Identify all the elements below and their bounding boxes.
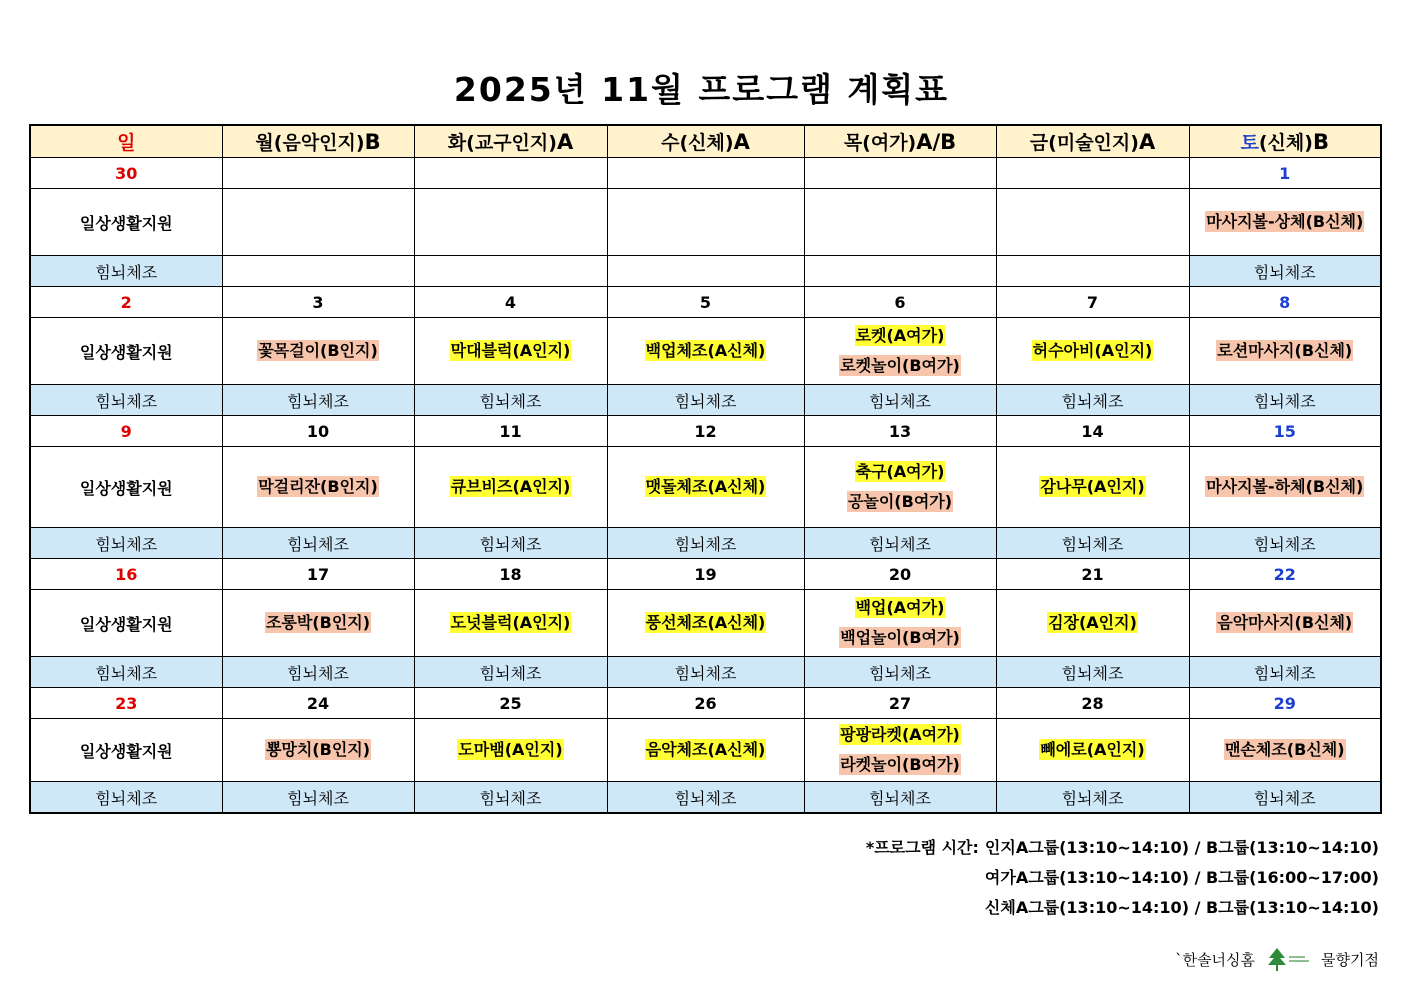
program-name: 막대블럭(A인지) xyxy=(450,341,571,360)
program-cell xyxy=(804,447,996,528)
brain-exercise-label: 힘뇌체조 xyxy=(674,788,737,808)
weekday-program: (신체) xyxy=(1258,132,1313,154)
date-row xyxy=(30,158,1381,189)
program-cell xyxy=(1189,590,1381,657)
brain-exercise-row xyxy=(30,385,1381,416)
program-row xyxy=(30,719,1381,782)
date-cell xyxy=(804,287,996,318)
date-number: 27 xyxy=(888,693,912,713)
brain-exercise-cell xyxy=(804,256,996,287)
tree-logo-icon xyxy=(1265,946,1311,972)
brain-exercise-cell xyxy=(1189,528,1381,559)
weekday-program: 화(교구인지) xyxy=(447,132,557,154)
program-line xyxy=(805,623,996,653)
brain-exercise-cell xyxy=(1189,657,1381,688)
date-cell xyxy=(607,416,804,447)
notes-line: 인지A그룹(13:10~14:10) / B그룹(13:10~14:10) xyxy=(984,838,1379,857)
brain-exercise-label: 힘뇌체조 xyxy=(674,663,737,683)
date-number: 28 xyxy=(1081,693,1104,713)
brain-exercise-cell xyxy=(222,385,414,416)
date-number: 21 xyxy=(1081,564,1104,584)
program-name: 라켓놀이(B여가) xyxy=(840,755,960,774)
date-number: 22 xyxy=(1273,564,1296,584)
brain-exercise-row xyxy=(30,528,1381,559)
brain-exercise-cell xyxy=(30,657,222,688)
brain-exercise-cell xyxy=(222,256,414,287)
brain-exercise-cell xyxy=(996,385,1189,416)
date-number: 26 xyxy=(694,693,717,713)
brain-exercise-cell xyxy=(804,782,996,814)
program-cell xyxy=(30,318,222,385)
program-line xyxy=(608,336,804,366)
brain-exercise-label: 힘뇌체조 xyxy=(869,663,931,683)
brain-exercise-label: 힘뇌체조 xyxy=(479,534,542,554)
daily-support-label: 일상생활지원 xyxy=(79,614,173,634)
brain-exercise-label: 힘뇌체조 xyxy=(869,534,931,554)
date-cell xyxy=(222,416,414,447)
footer xyxy=(1175,946,1379,972)
date-cell xyxy=(996,158,1189,189)
weekday-name: 토 xyxy=(1240,132,1259,154)
program-line xyxy=(1190,735,1381,765)
date-cell xyxy=(414,559,607,590)
program-line xyxy=(805,321,996,351)
weekday-program: 수(신체) xyxy=(661,132,734,154)
date-number: 12 xyxy=(694,421,717,441)
brain-exercise-row xyxy=(30,782,1381,814)
program-line xyxy=(415,472,607,502)
brain-exercise-label: 힘뇌체조 xyxy=(479,788,542,808)
program-cell xyxy=(996,719,1189,782)
date-number: 9 xyxy=(120,421,132,441)
program-line xyxy=(805,720,996,750)
program-cell xyxy=(414,447,607,528)
program-line xyxy=(805,593,996,623)
weekday-group: B xyxy=(1312,130,1329,154)
brain-exercise-cell xyxy=(607,528,804,559)
program-cell xyxy=(804,590,996,657)
brain-exercise-label: 힘뇌체조 xyxy=(1061,788,1124,808)
weekday-header xyxy=(996,125,1189,158)
date-cell xyxy=(414,287,607,318)
date-number: 30 xyxy=(115,163,138,183)
brain-exercise-cell xyxy=(804,385,996,416)
brain-exercise-cell xyxy=(30,782,222,814)
program-line xyxy=(223,336,414,366)
program-cell xyxy=(222,590,414,657)
program-name: 감나무(A인지) xyxy=(1040,477,1145,496)
brain-exercise-cell xyxy=(222,782,414,814)
program-cell xyxy=(804,318,996,385)
date-number: 25 xyxy=(499,693,522,713)
date-cell xyxy=(1189,158,1381,189)
program-cell xyxy=(30,719,222,782)
date-cell xyxy=(804,158,996,189)
program-line xyxy=(997,472,1189,502)
weekday-program: 월(음악인지) xyxy=(255,132,365,154)
weekday-name: 일 xyxy=(117,132,136,154)
program-line xyxy=(805,351,996,381)
brain-exercise-cell xyxy=(30,528,222,559)
date-number: 20 xyxy=(888,564,912,584)
date-cell xyxy=(1189,416,1381,447)
weekday-header-row xyxy=(30,125,1381,158)
program-cell xyxy=(607,590,804,657)
date-cell xyxy=(222,688,414,719)
program-line xyxy=(805,487,996,517)
date-row xyxy=(30,287,1381,318)
program-line xyxy=(608,735,804,765)
brain-exercise-label: 힘뇌체조 xyxy=(1061,663,1124,683)
date-number: 17 xyxy=(306,564,330,584)
brain-exercise-row xyxy=(30,256,1381,287)
notes-label: *프로그램 시간: xyxy=(865,838,979,857)
program-name: 맨손체조(B신체) xyxy=(1224,740,1345,759)
brain-exercise-label: 힘뇌체조 xyxy=(1061,391,1124,411)
program-line xyxy=(1190,207,1381,237)
brain-exercise-row xyxy=(30,657,1381,688)
daily-support-label: 일상생활지원 xyxy=(79,342,173,362)
brain-exercise-label: 힘뇌체조 xyxy=(287,534,349,554)
program-name: 백업(A여가) xyxy=(855,598,945,617)
program-row xyxy=(30,447,1381,528)
weekday-group: A xyxy=(556,130,574,154)
brain-exercise-label: 힘뇌체조 xyxy=(95,663,158,683)
program-cell xyxy=(996,590,1189,657)
date-cell xyxy=(30,688,222,719)
program-line xyxy=(608,608,804,638)
date-number: 6 xyxy=(894,292,906,312)
page-title: 2025년 11월 프로그램 계획표 xyxy=(453,70,950,109)
date-number: 11 xyxy=(499,421,522,441)
notes-line: 여가A그룹(13:10~14:10) / B그룹(16:00~17:00) xyxy=(984,868,1379,887)
brain-exercise-label: 힘뇌체조 xyxy=(95,391,158,411)
program-name: 허수아비(A인지) xyxy=(1032,341,1153,360)
program-name: 음악체조(A신체) xyxy=(645,740,766,759)
date-number: 8 xyxy=(1279,292,1291,312)
date-cell xyxy=(414,688,607,719)
weekday-header xyxy=(607,125,804,158)
brain-exercise-cell xyxy=(222,657,414,688)
date-cell xyxy=(607,688,804,719)
program-cell xyxy=(222,189,414,256)
daily-support-label: 일상생활지원 xyxy=(79,741,173,761)
date-number: 10 xyxy=(306,421,330,441)
program-line xyxy=(415,735,607,765)
program-cell xyxy=(414,189,607,256)
program-name: 막걸리잔(B인지) xyxy=(258,477,378,496)
program-cell xyxy=(1189,447,1381,528)
date-number: 16 xyxy=(115,564,138,584)
brain-exercise-cell xyxy=(1189,385,1381,416)
date-cell xyxy=(607,158,804,189)
program-line xyxy=(1190,336,1381,366)
program-cell xyxy=(607,318,804,385)
brain-exercise-label: 힘뇌체조 xyxy=(869,391,931,411)
program-cell xyxy=(804,189,996,256)
program-cell xyxy=(414,719,607,782)
date-cell xyxy=(222,287,414,318)
date-cell xyxy=(607,559,804,590)
program-line xyxy=(223,472,414,502)
date-cell xyxy=(222,158,414,189)
date-number: 5 xyxy=(699,292,712,312)
brain-exercise-label: 힘뇌체조 xyxy=(1253,262,1316,282)
brain-exercise-label: 힘뇌체조 xyxy=(479,391,542,411)
date-cell xyxy=(414,416,607,447)
brain-exercise-label: 힘뇌체조 xyxy=(1253,788,1316,808)
brain-exercise-cell xyxy=(414,256,607,287)
brain-exercise-label: 힘뇌체조 xyxy=(95,534,158,554)
program-name: 음악마사지(B신체) xyxy=(1217,613,1353,632)
date-number: 2 xyxy=(120,292,132,312)
brain-exercise-label: 힘뇌체조 xyxy=(479,663,542,683)
daily-support-label: 일상생활지원 xyxy=(79,213,173,233)
program-line xyxy=(805,457,996,487)
branch-name: 물향기점 xyxy=(1321,950,1379,969)
program-line xyxy=(223,735,414,765)
date-cell xyxy=(222,559,414,590)
date-cell xyxy=(996,287,1189,318)
date-number: 23 xyxy=(115,693,138,713)
program-line xyxy=(997,608,1189,638)
program-row xyxy=(30,590,1381,657)
program-cell xyxy=(30,590,222,657)
program-line xyxy=(997,336,1189,366)
notes-line: 신체A그룹(13:10~14:10) / B그룹(13:10~14:10) xyxy=(984,898,1379,917)
date-number: 3 xyxy=(312,292,324,312)
date-number: 19 xyxy=(694,564,717,584)
program-name: 도넛블럭(A인지) xyxy=(450,613,571,632)
date-number: 15 xyxy=(1273,421,1296,441)
date-cell xyxy=(1189,688,1381,719)
brain-exercise-label: 힘뇌체조 xyxy=(674,391,737,411)
calendar-table xyxy=(29,124,1382,814)
program-cell xyxy=(222,318,414,385)
program-time-notes xyxy=(866,833,1379,923)
brain-exercise-cell xyxy=(996,528,1189,559)
program-name: 마사지볼-하체(B신체) xyxy=(1206,477,1364,496)
program-cell xyxy=(607,189,804,256)
brain-exercise-cell xyxy=(607,385,804,416)
brain-exercise-cell xyxy=(607,657,804,688)
program-name: 로켓놀이(B여가) xyxy=(840,356,960,375)
brain-exercise-label: 힘뇌체조 xyxy=(869,788,931,808)
brain-exercise-cell xyxy=(414,528,607,559)
program-row xyxy=(30,318,1381,385)
weekday-header xyxy=(1189,125,1381,158)
program-cell xyxy=(996,318,1189,385)
brain-exercise-cell xyxy=(804,657,996,688)
brain-exercise-label: 힘뇌체조 xyxy=(1253,534,1316,554)
program-cell xyxy=(222,447,414,528)
program-name: 빼에로(A인지) xyxy=(1040,740,1145,759)
program-cell xyxy=(996,189,1189,256)
date-number: 18 xyxy=(499,564,522,584)
date-cell xyxy=(804,559,996,590)
program-cell xyxy=(1189,318,1381,385)
brain-exercise-cell xyxy=(30,385,222,416)
brain-exercise-cell xyxy=(414,657,607,688)
brain-exercise-cell xyxy=(30,256,222,287)
program-cell xyxy=(30,189,222,256)
date-number: 1 xyxy=(1279,163,1291,183)
date-cell xyxy=(1189,287,1381,318)
program-name: 팡팡라켓(A여가) xyxy=(840,725,960,744)
program-cell xyxy=(607,719,804,782)
program-name: 백업놀이(B여가) xyxy=(840,628,960,647)
date-cell xyxy=(607,287,804,318)
weekday-program: 목(여가) xyxy=(843,132,917,154)
program-name: 꽃목걸이(B인지) xyxy=(258,341,378,360)
program-cell xyxy=(1189,189,1381,256)
program-name: 마사지볼-상체(B신체) xyxy=(1206,212,1364,231)
date-number: 7 xyxy=(1086,292,1099,312)
date-cell xyxy=(804,688,996,719)
date-row xyxy=(30,416,1381,447)
program-name: 큐브비즈(A인지) xyxy=(450,477,571,496)
date-number: 13 xyxy=(888,421,912,441)
program-line xyxy=(223,608,414,638)
brain-exercise-cell xyxy=(414,782,607,814)
date-row xyxy=(30,688,1381,719)
program-cell xyxy=(607,447,804,528)
weekday-header xyxy=(30,125,222,158)
program-line xyxy=(997,735,1189,765)
program-cell xyxy=(414,318,607,385)
program-name: 공놀이(B여가) xyxy=(847,492,953,511)
program-name: 로션마사지(B신체) xyxy=(1217,341,1353,360)
program-name: 풍선체조(A신체) xyxy=(645,613,766,632)
date-cell xyxy=(414,158,607,189)
program-row xyxy=(30,189,1381,256)
date-cell xyxy=(30,416,222,447)
weekday-program: 금(미술인지) xyxy=(1029,132,1139,154)
date-number: 4 xyxy=(504,292,517,312)
date-cell xyxy=(30,158,222,189)
date-cell xyxy=(30,287,222,318)
date-number: 14 xyxy=(1081,421,1104,441)
date-number: 29 xyxy=(1273,693,1296,713)
brain-exercise-cell xyxy=(996,657,1189,688)
date-cell xyxy=(804,416,996,447)
weekday-group: B xyxy=(364,130,381,154)
weekday-header xyxy=(414,125,607,158)
program-name: 축구(A여가) xyxy=(855,462,945,481)
program-name: 백업체조(A신체) xyxy=(645,341,766,360)
program-name: 도마뱀(A인지) xyxy=(458,740,563,759)
brain-exercise-cell xyxy=(996,782,1189,814)
date-row xyxy=(30,559,1381,590)
program-name: 뿅망치(B인지) xyxy=(265,740,371,759)
brain-exercise-cell xyxy=(1189,782,1381,814)
brain-exercise-label: 힘뇌체조 xyxy=(287,663,349,683)
weekday-header xyxy=(804,125,996,158)
date-cell xyxy=(996,416,1189,447)
weekday-group: A/B xyxy=(916,130,957,154)
date-cell xyxy=(1189,559,1381,590)
brain-exercise-cell xyxy=(414,385,607,416)
facility-name: `한솔너싱홈 xyxy=(1175,950,1256,969)
program-line xyxy=(1190,472,1381,502)
brain-exercise-label: 힘뇌체조 xyxy=(1061,534,1124,554)
brain-exercise-label: 힘뇌체조 xyxy=(287,391,349,411)
program-name: 김장(A인지) xyxy=(1048,613,1137,632)
brain-exercise-cell xyxy=(1189,256,1381,287)
program-name: 로켓(A여가) xyxy=(855,326,945,345)
brain-exercise-label: 힘뇌체조 xyxy=(95,262,158,282)
weekday-header xyxy=(222,125,414,158)
brain-exercise-cell xyxy=(996,256,1189,287)
weekday-group: A xyxy=(733,130,750,154)
program-line xyxy=(805,750,996,780)
program-cell xyxy=(30,447,222,528)
program-line xyxy=(415,336,607,366)
program-cell xyxy=(414,590,607,657)
date-cell xyxy=(996,559,1189,590)
program-cell xyxy=(804,719,996,782)
weekday-group: A xyxy=(1138,130,1156,154)
brain-exercise-cell xyxy=(607,782,804,814)
date-number: 24 xyxy=(306,693,330,713)
brain-exercise-label: 힘뇌체조 xyxy=(1253,663,1316,683)
program-name: 조롱박(B인지) xyxy=(265,613,371,632)
brain-exercise-label: 힘뇌체조 xyxy=(1253,391,1316,411)
program-line xyxy=(415,608,607,638)
program-line xyxy=(608,472,804,502)
brain-exercise-cell xyxy=(804,528,996,559)
daily-support-label: 일상생활지원 xyxy=(79,478,173,498)
brain-exercise-label: 힘뇌체조 xyxy=(674,534,737,554)
program-name: 맷돌체조(A신체) xyxy=(645,477,766,496)
program-cell xyxy=(996,447,1189,528)
brain-exercise-cell xyxy=(607,256,804,287)
date-cell xyxy=(30,559,222,590)
brain-exercise-label: 힘뇌체조 xyxy=(287,788,349,808)
brain-exercise-cell xyxy=(222,528,414,559)
program-cell xyxy=(1189,719,1381,782)
program-cell xyxy=(222,719,414,782)
program-line xyxy=(1190,608,1381,638)
date-cell xyxy=(996,688,1189,719)
brain-exercise-label: 힘뇌체조 xyxy=(95,788,158,808)
